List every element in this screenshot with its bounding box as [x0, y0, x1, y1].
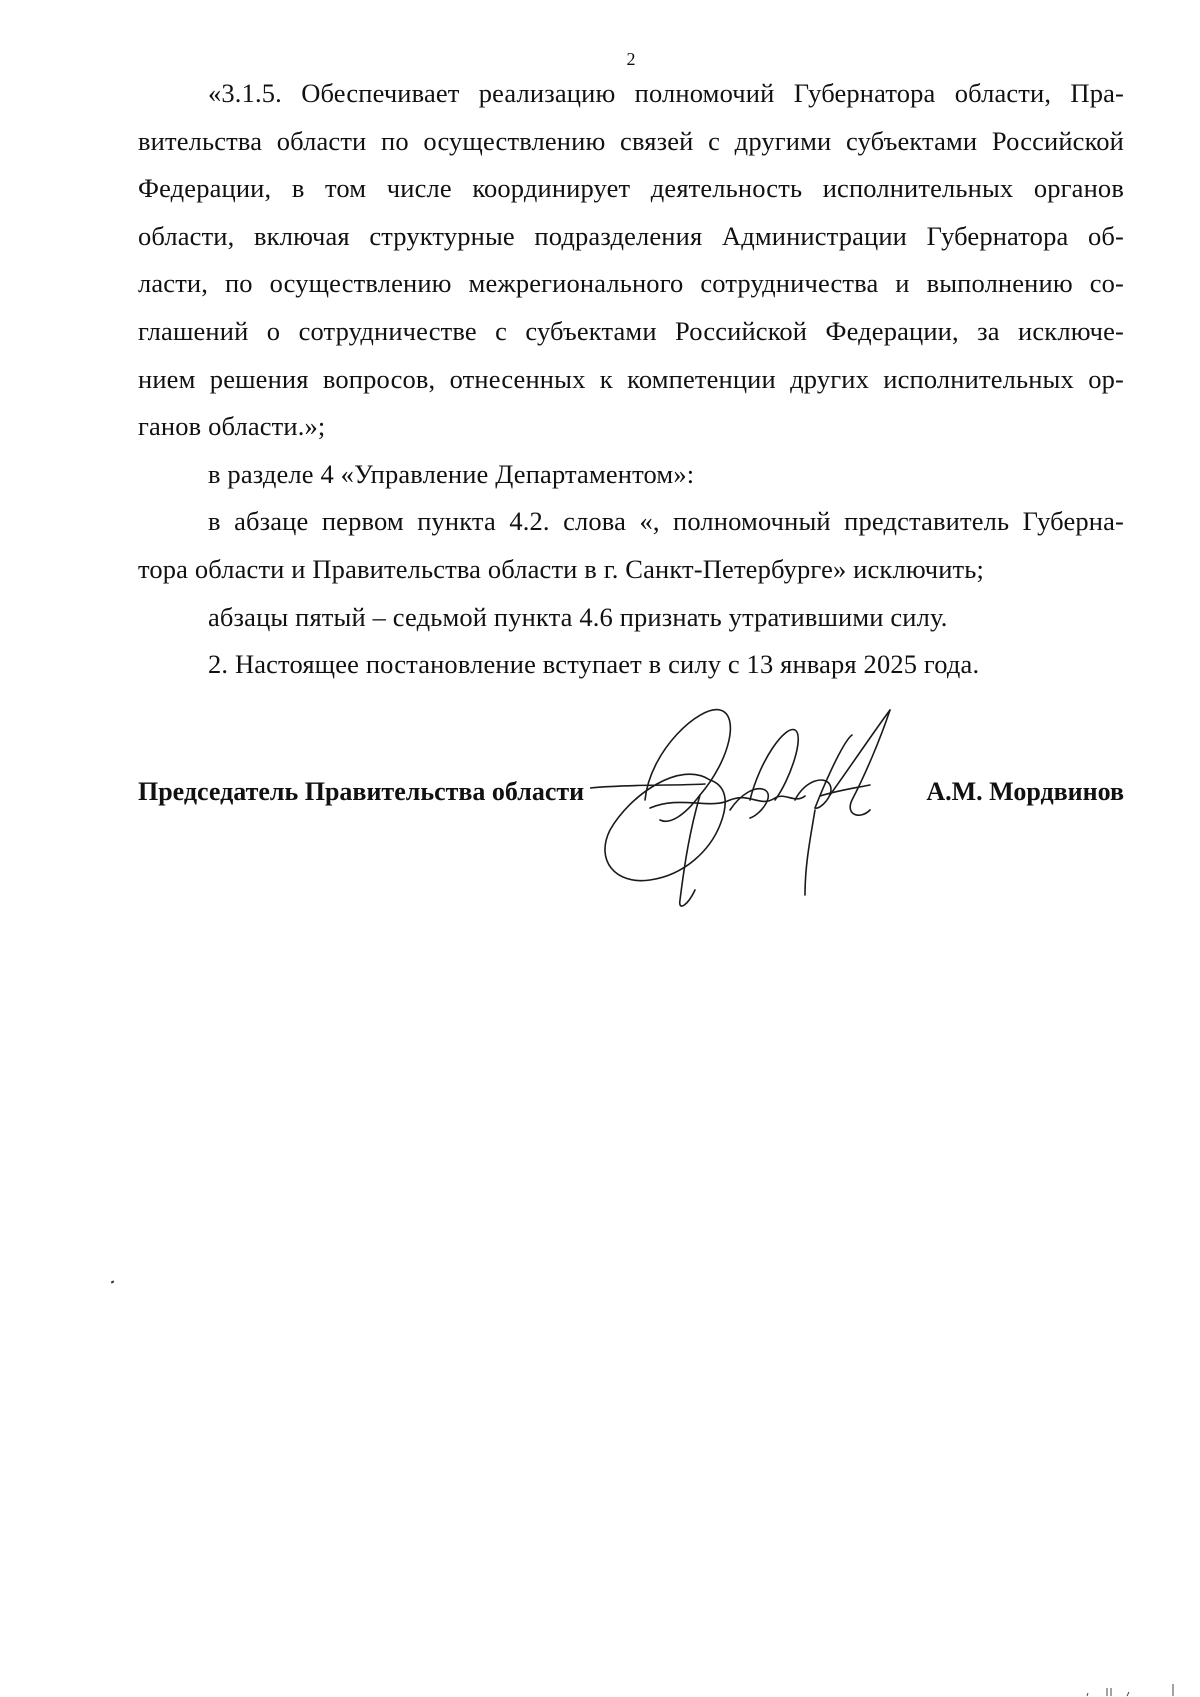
handwritten-signature-icon: [590, 700, 930, 915]
section-4-heading: в разделе 4 «Управление Департаментом»:: [208, 458, 695, 489]
clause-line: вительства области по осуществлению связей с другими субъектами Российской: [138, 125, 1124, 156]
clause-line: нием решения вопросов, отнесенных к компетенции других исполнительных ор-: [138, 363, 1124, 394]
clause-line: Федерации, в том числе координирует деятельность исполнительных органов: [138, 173, 1124, 204]
signatory-title: Председатель Правительства области: [138, 777, 585, 806]
item-4-2-line: тора области и Правительства области в г. Санкт-Петербурге» исключить;: [138, 553, 985, 584]
document-body: [138, 70, 1124, 689]
clause-line: области, включая структурные подразделения Администрации Губернатора об-: [138, 220, 1124, 251]
page-number: 2: [626, 49, 636, 69]
effective-date-paragraph: 2. Настоящее постановление вступает в силу с 13 января 2025 года.: [208, 649, 980, 680]
clause-line: ганов области.»;: [138, 411, 326, 442]
clause-line: ласти, по осуществлению межрегионального сотрудничества и выполнению со-: [138, 268, 1124, 299]
signatory-name: А.М. Мордвинов: [926, 777, 1124, 806]
scan-speck: [111, 1280, 115, 1283]
clause-line: глашений о сотрудничестве с субъектами Российской Федерации, за исключе-: [138, 315, 1124, 346]
scan-edge-marks: [1085, 1682, 1185, 1697]
item-4-6: абзацы пятый – седьмой пункта 4.6 признать утратившими силу.: [208, 601, 948, 632]
item-4-2: [138, 498, 1124, 593]
clause-line: «3.1.5. Обеспечивает реализацию полномочий Губернатора области, Пра-: [208, 78, 1124, 108]
item-4-2-line: в абзаце первом пункта 4.2. слова «, полномочный представитель Губерна-: [208, 506, 1124, 537]
clause-3-1-5: [138, 70, 1124, 451]
